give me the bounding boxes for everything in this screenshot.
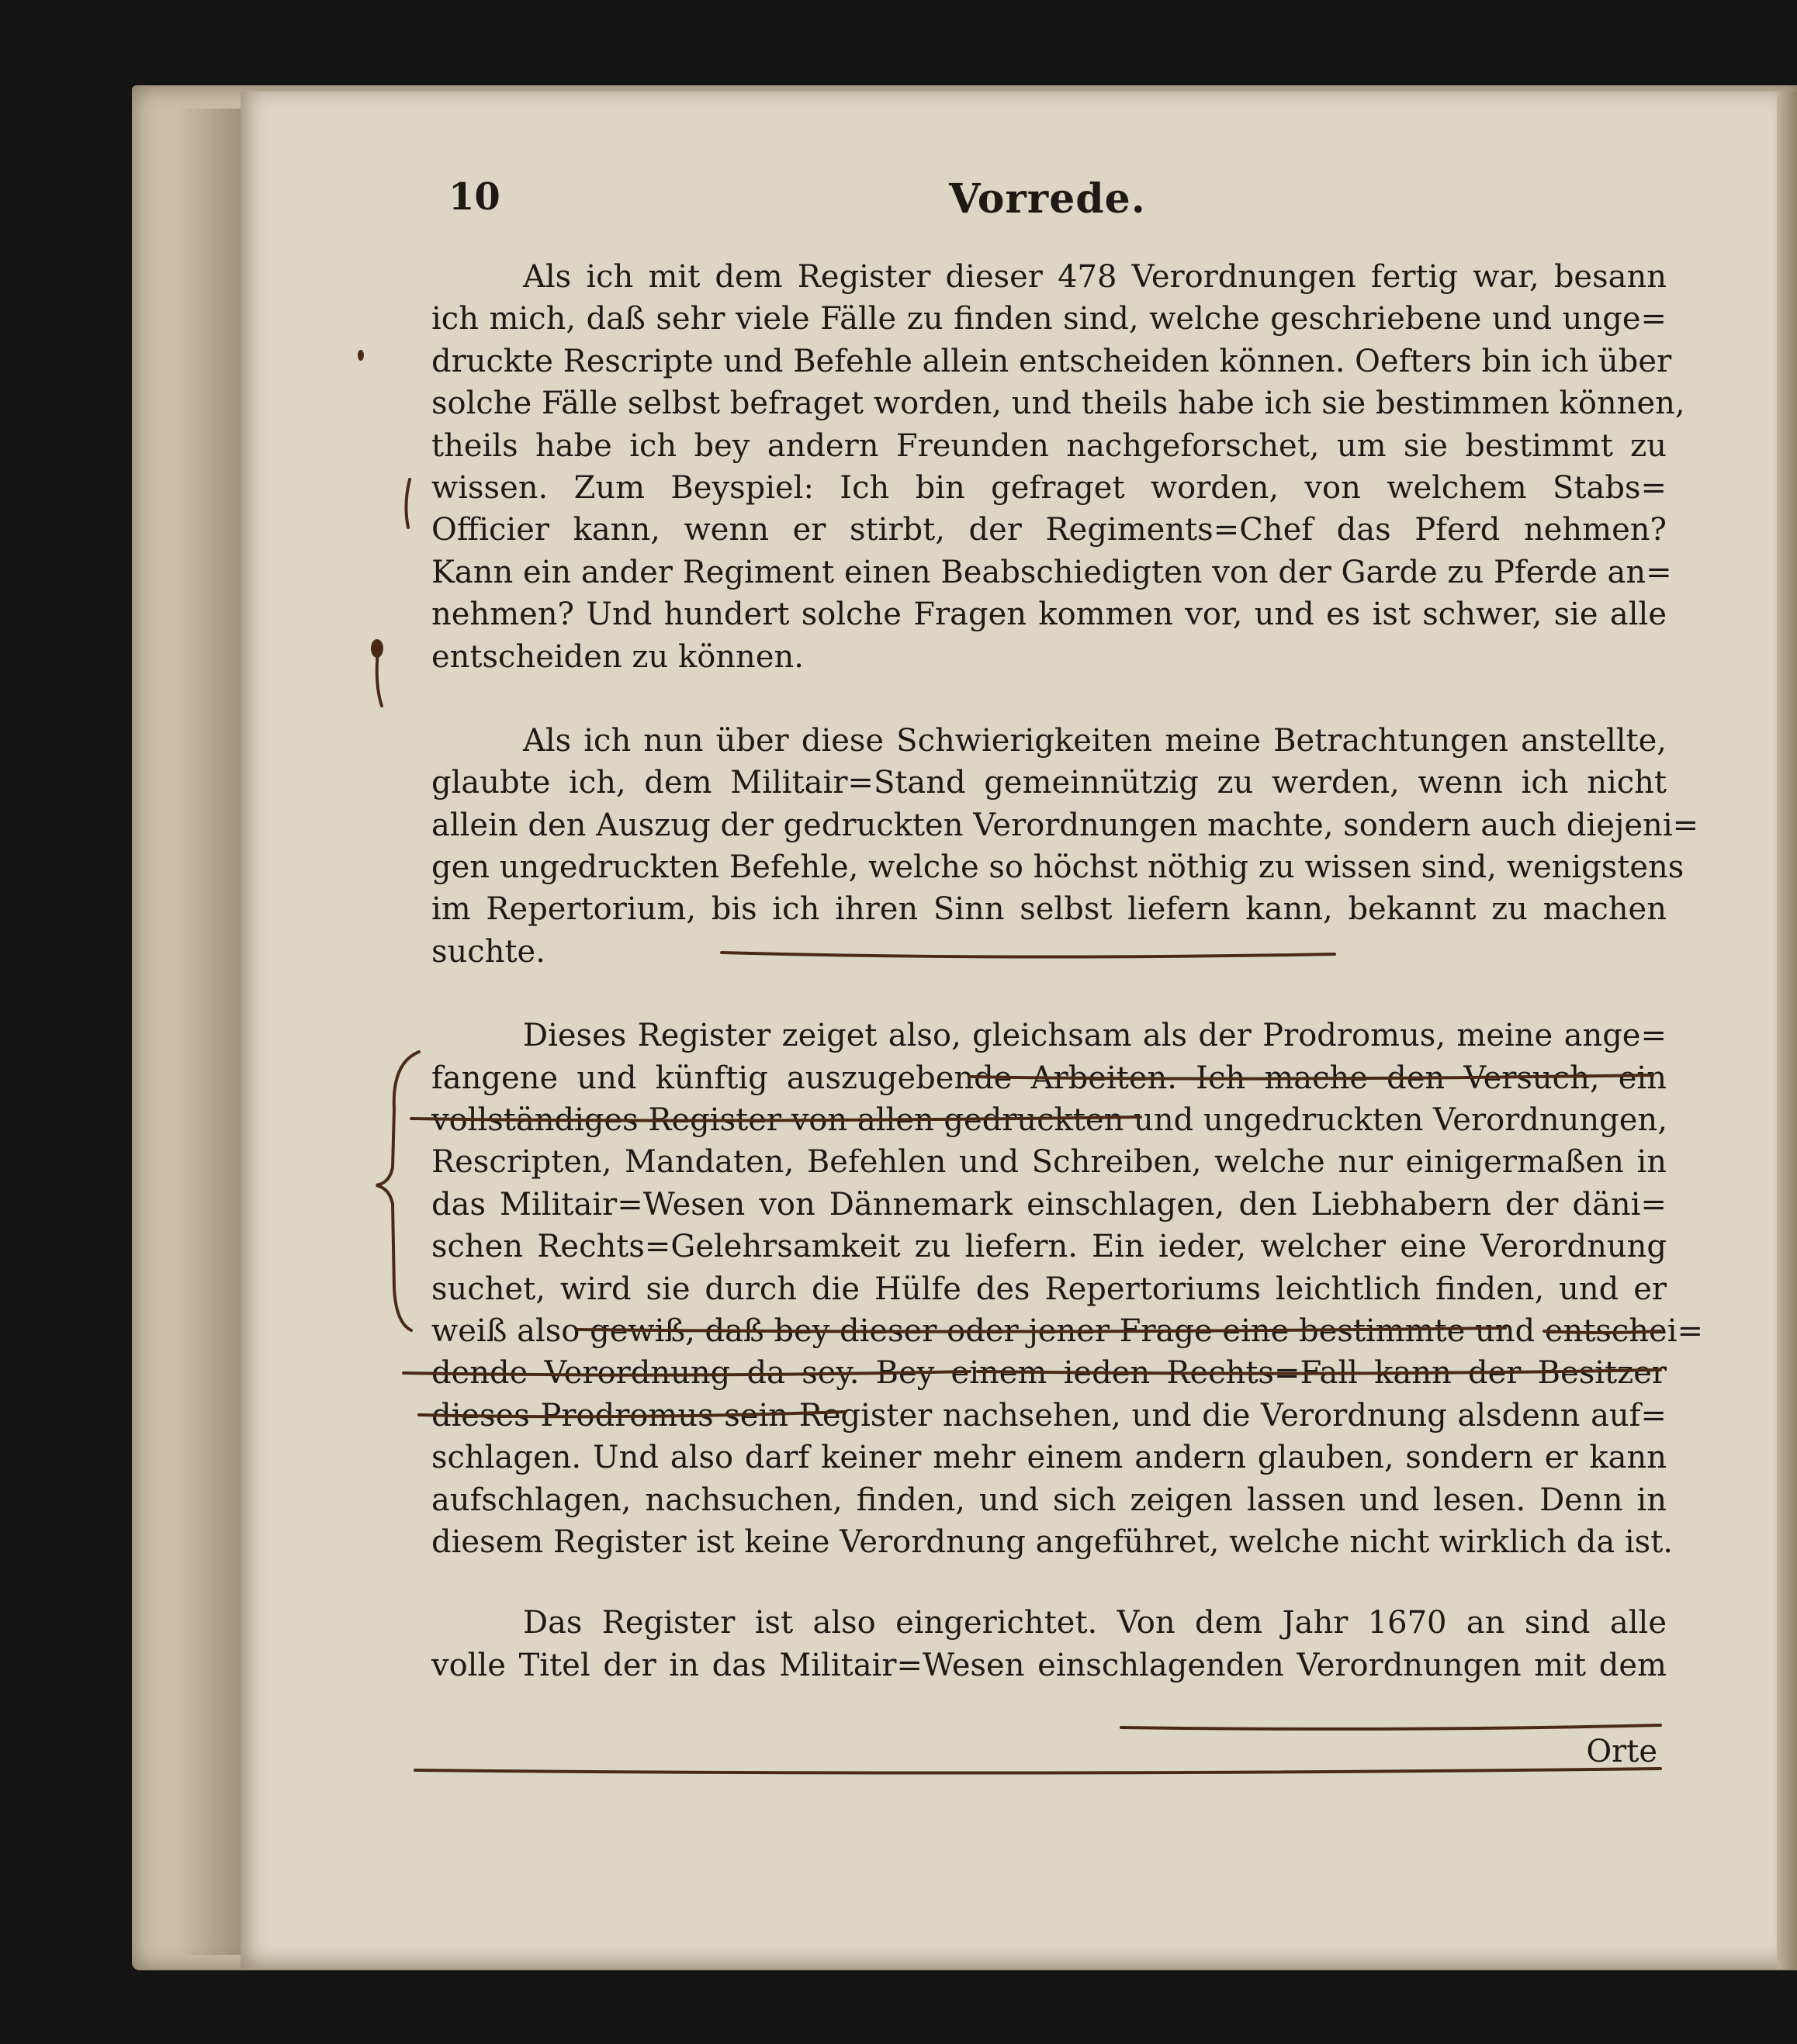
underline — [411, 1117, 1141, 1121]
underline — [970, 1075, 1653, 1079]
text-line: Kann ein ander Regiment einen Beabschiedigten von der Garde zu Pferde an= — [431, 554, 1672, 590]
text-line: allein den Auszug der gedruckten Verordnungen machte, sondern auch diejeni= — [431, 807, 1699, 843]
underline — [722, 953, 1335, 957]
text-line: ich mich, daß sehr viele Fälle zu finden sind, welche geschriebene und unge= — [431, 301, 1667, 337]
text-line: dende Verordnung da sey. Bey einem ieden Rechts=Fall kann der Besitzer — [431, 1355, 1667, 1392]
text-line: schlagen. Und also darf keiner mehr einem andern glauben, sondern er kann — [431, 1440, 1667, 1476]
running-head: Vorrede. — [949, 175, 1146, 223]
text-line: dieses Prodromus sein Register nachsehen, und die Verordnung alsdenn auf= — [431, 1397, 1667, 1434]
text-line: im Repertorium, bis ich ihren Sinn selbst liefern kann, bekannt zu machen — [431, 891, 1667, 928]
text-line: entscheiden zu können. — [431, 638, 804, 675]
text-line: volle Titel der in das Militair=Wesen einschlagenden Verordnungen mit dem — [431, 1647, 1667, 1683]
text-line: weiß also gewiß, daß bey dieser oder jener Frage eine bestimmte und entschei= — [431, 1313, 1704, 1349]
text-line: theils habe ich bey andern Freunden nachgeforschet, um sie bestimmt zu — [431, 427, 1667, 464]
text-line: vollständiges Register von allen gedruckten und ungedruckten Verordnungen, — [431, 1102, 1667, 1139]
underline — [403, 1371, 970, 1375]
catchword: Orte — [1586, 1734, 1657, 1769]
underline — [578, 1328, 1505, 1332]
ink-blot — [371, 639, 383, 658]
text-line: Als ich nun über diese Schwierigkeiten meine Betrachtungen anstellte, — [523, 722, 1667, 759]
text-line: gen ungedruckten Befehle, welche so höchst nöthig zu wissen sind, wenigstens — [431, 849, 1684, 886]
text-line: Als ich mit dem Register dieser 478 Verordnungen fertig war, besann — [523, 259, 1667, 295]
text-line: Officier kann, wenn er stirbt, der Regiments=Chef das Pferd nehmen? — [431, 512, 1667, 548]
text-line: schen Rechts=Gelehrsamkeit zu liefern. Ein ieder, welcher eine Verordnung — [431, 1229, 1667, 1265]
text-line: aufschlagen, nachsuchen, finden, und sich zeigen lassen und lesen. Denn in — [431, 1482, 1667, 1518]
text-line: diesem Register ist keine Verordnung angeführet, welche nicht wirklich da ist. — [431, 1523, 1673, 1560]
text-line: glaubte ich, dem Militair=Stand gemeinnützig zu werden, wenn ich nicht — [431, 765, 1667, 801]
text-line: wissen. Zum Beyspiel: Ich bin gefraget worden, von welchem Stabs= — [431, 469, 1667, 506]
underline — [415, 1769, 1660, 1773]
underline — [1121, 1725, 1660, 1729]
margin-brace — [376, 1052, 419, 1330]
page-number: 10 — [448, 175, 500, 219]
underline — [419, 1412, 846, 1416]
text-line: suchet, wird sie durch die Hülfe des Repertoriums leichtlich finden, und er — [431, 1271, 1667, 1307]
underline — [978, 1370, 1660, 1374]
text-line: suchte. — [431, 933, 545, 970]
text-line: das Militair=Wesen von Dännemark einschlagen, den Liebhabern der däni= — [431, 1186, 1667, 1223]
text-line: nehmen? Und hundert solche Fragen kommen vor, und es ist schwer, sie alle — [431, 597, 1667, 633]
ink-blot — [358, 350, 364, 361]
text-line: fangene und künftig auszugebende Arbeiten. Ich mache den Versuch, ein — [431, 1060, 1667, 1096]
text-line: Rescripten, Mandaten, Befehlen und Schreiben, welche nur einigermaßen in — [431, 1144, 1667, 1181]
text-line: solche Fälle selbst befraget worden, und theils habe ich sie bestimmen können, — [431, 386, 1685, 422]
text-line: Das Register ist also eingerichtet. Von dem Jahr 1670 an sind alle — [523, 1605, 1667, 1641]
underline — [1544, 1331, 1660, 1333]
text-line: druckte Rescripte und Befehle allein entscheiden können. Oefters bin ich über — [431, 343, 1672, 379]
text-line: Dieses Register zeiget also, gleichsam als der Prodromus, meine ange= — [523, 1018, 1667, 1054]
margin-stroke — [406, 479, 410, 527]
